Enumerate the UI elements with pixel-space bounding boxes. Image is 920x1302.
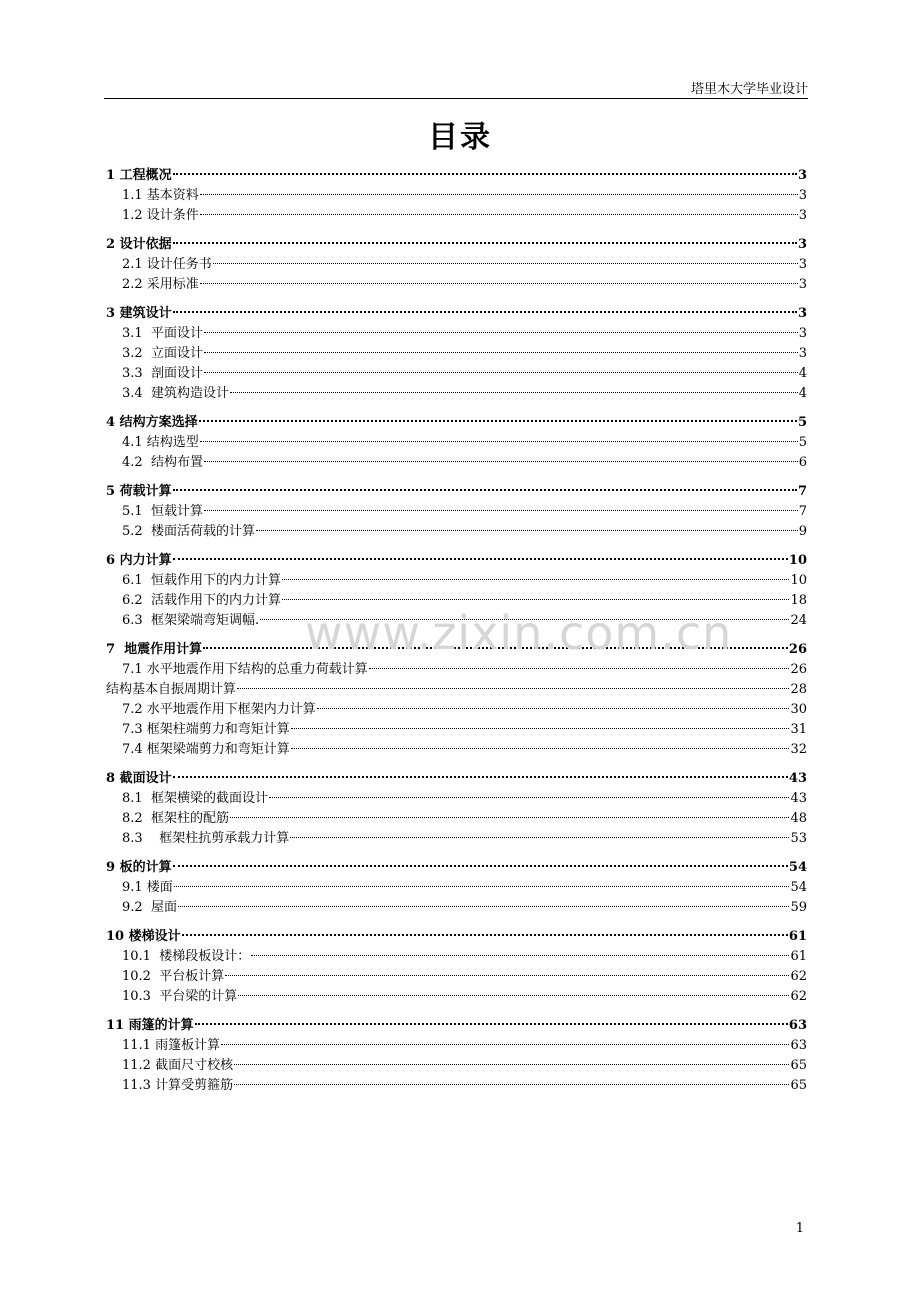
toc-entry-title: 4 结构方案选择: [106, 415, 198, 430]
toc-entry-title: 5.1 恒载计算: [122, 504, 203, 519]
toc-entry-page: 54: [790, 880, 807, 895]
toc-entry-title: 3.3 剖面设计: [122, 366, 203, 381]
toc-entry-title: 8.3 框架柱抗剪承载力计算: [122, 831, 290, 846]
toc-entry-title: 7.4 框架梁端剪力和弯矩计算: [122, 742, 290, 757]
toc-entry-page: 32: [790, 742, 807, 757]
toc-section-entry[interactable]: [106, 206, 807, 226]
toc-entry-title: 1.1 基本资料: [122, 188, 199, 203]
toc-section-entry[interactable]: [106, 571, 807, 591]
toc-entry-page: 5: [797, 415, 807, 430]
toc-entry-page: 63: [790, 1038, 807, 1053]
dot-leader: [173, 558, 788, 560]
toc-section-entry[interactable]: [106, 809, 807, 829]
header-rule: [104, 98, 808, 99]
dot-leader: [203, 647, 788, 649]
toc-entry-page: 65: [790, 1078, 807, 1093]
toc-entry-page: 65: [790, 1058, 807, 1073]
toc-chapter-entry[interactable]: [106, 166, 807, 186]
toc-entry-title: 11.3 计算受剪箍筋: [122, 1078, 234, 1093]
toc-entry-title: 7.2 水平地震作用下框架内力计算: [122, 702, 316, 717]
toc-section-entry[interactable]: [106, 720, 807, 740]
toc-entry-title: 5 荷载计算: [106, 484, 172, 499]
dot-leader: [173, 173, 797, 175]
toc-chapter-entry[interactable]: [106, 413, 807, 433]
dot-leader: [237, 688, 789, 689]
toc-chapter-entry[interactable]: [106, 1016, 807, 1036]
toc-entry-title: 11 雨篷的计算: [106, 1018, 194, 1033]
toc-chapter-entry[interactable]: [106, 304, 807, 324]
dot-leader: [282, 599, 790, 600]
toc-section-entry[interactable]: [106, 255, 807, 275]
toc-section-entry[interactable]: [106, 829, 807, 849]
toc-entry-title: 7.1 水平地震作用下结构的总重力荷载计算: [122, 662, 368, 677]
toc-section-entry[interactable]: [106, 324, 807, 344]
toc-entry-page: 24: [790, 613, 807, 628]
toc-entry-title: 7.3 框架柱端剪力和弯矩计算: [122, 722, 290, 737]
dot-leader: [204, 372, 798, 373]
toc-entry-title: 1.2 设计条件: [122, 208, 199, 223]
toc-entry-page: 30: [790, 702, 807, 717]
toc-section-entry[interactable]: [106, 522, 807, 542]
dot-leader: [174, 886, 790, 887]
toc-entry-title: 10 楼梯设计: [106, 929, 181, 944]
toc-entry-page: 10: [790, 573, 807, 588]
toc-entry-page: 3: [797, 237, 807, 252]
dot-leader: [221, 1044, 789, 1045]
dot-leader: [230, 817, 790, 818]
toc-entry-page: 7: [798, 504, 807, 519]
toc-section-entry[interactable]: [106, 967, 807, 987]
dot-leader: [225, 975, 789, 976]
toc-section-entry[interactable]: [106, 1076, 807, 1096]
toc-entry-page: 59: [790, 900, 807, 915]
toc-section-entry[interactable]: [106, 275, 807, 295]
toc-entry-title: 5.2 楼面活荷载的计算: [122, 524, 255, 539]
toc-entry-page: 3: [797, 168, 807, 183]
toc-entry-title: 2.1 设计任务书: [122, 257, 212, 272]
toc-entry-title: 8.2 框架柱的配筋: [122, 811, 229, 826]
toc-section-entry[interactable]: [106, 898, 807, 918]
dot-leader: [251, 955, 789, 956]
dot-leader: [260, 619, 789, 620]
toc-entry-page: 48: [790, 811, 807, 826]
toc-entry-title: 11.1 雨篷板计算: [122, 1038, 221, 1053]
toc-section-entry[interactable]: [106, 453, 807, 473]
toc-section-entry[interactable]: [106, 947, 807, 967]
toc-section-entry[interactable]: [106, 740, 807, 760]
toc-entry-page: 3: [798, 208, 807, 223]
toc-chapter-entry[interactable]: [106, 551, 807, 571]
toc-entry-title: 9 板的计算: [106, 860, 172, 875]
dot-leader: [173, 865, 788, 867]
toc-entry-page: 54: [788, 860, 807, 875]
toc-entry-page: 6: [798, 455, 807, 470]
toc-chapter-entry[interactable]: [106, 769, 807, 789]
toc-entry-page: 3: [798, 188, 807, 203]
toc-chapter-entry[interactable]: [106, 640, 807, 660]
toc-entry-page: 5: [798, 435, 807, 450]
toc-entry-page: 62: [790, 989, 807, 1004]
toc-entry-page: 63: [788, 1018, 807, 1033]
toc-entry-title: 6.1 恒载作用下的内力计算: [122, 573, 281, 588]
toc-entry-page: 62: [790, 969, 807, 984]
dot-leader: [173, 489, 797, 491]
toc-entry-title: 6 内力计算: [106, 553, 172, 568]
dot-leader: [256, 530, 798, 531]
toc-entry-page: 61: [788, 929, 807, 944]
dot-leader: [199, 420, 797, 422]
dot-leader: [290, 837, 789, 838]
dot-leader: [200, 441, 798, 442]
toc-entry-page: 4: [798, 386, 807, 401]
toc-entry-page: 3: [798, 277, 807, 292]
toc-entry-title: 11.2 截面尺寸校核: [122, 1058, 234, 1073]
toc-section-entry[interactable]: [106, 700, 807, 720]
dot-leader: [173, 311, 797, 313]
toc-entry-title: 6.2 活载作用下的内力计算: [122, 593, 281, 608]
toc-entry-page: 18: [790, 593, 807, 608]
dot-leader: [204, 461, 798, 462]
dot-leader: [291, 728, 790, 729]
toc-entry-title: 6.3 框架梁端弯矩调幅.: [122, 613, 260, 628]
toc-section-entry[interactable]: [106, 186, 807, 206]
toc-entry-page: 61: [790, 949, 807, 964]
toc-entry-title: 4.1 结构选型: [122, 435, 199, 450]
toc-entry-title: 10.2 平台板计算: [122, 969, 225, 984]
toc-entry-page: 4: [798, 366, 807, 381]
toc-entry-title: 9.1 楼面: [122, 880, 173, 895]
toc-entry-title: 1 工程概况: [106, 168, 172, 183]
toc-entry-title: 7 地震作用计算: [106, 642, 203, 657]
toc-entry-page: 28: [790, 682, 807, 697]
dot-leader: [317, 708, 790, 709]
dot-leader: [369, 668, 790, 669]
toc-entry-page: 26: [790, 662, 807, 677]
toc-section-entry[interactable]: [106, 987, 807, 1007]
toc-entry-page: 3: [798, 257, 807, 272]
toc-entry-title: 2 设计依据: [106, 237, 172, 252]
toc-entry-page: 43: [788, 771, 807, 786]
dot-leader: [230, 392, 798, 393]
toc-section-entry[interactable]: [106, 364, 807, 384]
toc-chapter-entry[interactable]: [106, 927, 807, 947]
toc-entry-title: 结构基本自振周期计算: [106, 682, 237, 697]
dot-leader: [204, 510, 798, 511]
toc-entry-page: 9: [798, 524, 807, 539]
dot-leader: [195, 1023, 788, 1025]
toc-entry-page: 31: [790, 722, 807, 737]
page-title: 目录: [428, 120, 492, 155]
toc-chapter-entry[interactable]: [106, 482, 807, 502]
toc-section-entry[interactable]: [106, 680, 807, 700]
dot-leader: [200, 194, 798, 195]
toc-entry-page: 3: [798, 326, 807, 341]
toc-entry-title: 3.2 立面设计: [122, 346, 203, 361]
dot-leader: [238, 995, 789, 996]
dot-leader: [182, 934, 788, 936]
dot-leader: [234, 1084, 789, 1085]
dot-leader: [173, 242, 797, 244]
toc-section-entry[interactable]: [106, 502, 807, 522]
toc-entry-page: 10: [788, 553, 807, 568]
dot-leader: [200, 283, 798, 284]
toc-section-entry[interactable]: [106, 1036, 807, 1056]
toc-entry-title: 3 建筑设计: [106, 306, 172, 321]
toc-section-entry[interactable]: [106, 1056, 807, 1076]
dot-leader: [282, 579, 790, 580]
toc-entry-page: 53: [790, 831, 807, 846]
toc-entry-title: 8.1 框架横梁的截面设计: [122, 791, 268, 806]
toc-entry-title: 4.2 结构布置: [122, 455, 203, 470]
toc-entry-page: 3: [797, 306, 807, 321]
toc-entry-title: 8 截面设计: [106, 771, 172, 786]
dot-leader: [234, 1064, 789, 1065]
toc-section-entry[interactable]: [106, 344, 807, 364]
toc-chapter-entry[interactable]: [106, 235, 807, 255]
toc-entry-title: 10.3 平台梁的计算: [122, 989, 238, 1004]
dot-leader: [178, 906, 790, 907]
toc-section-entry[interactable]: [106, 660, 807, 680]
toc-section-entry[interactable]: [106, 611, 807, 631]
dot-leader: [173, 776, 788, 778]
dot-leader: [213, 263, 798, 264]
toc-entry-page: 26: [788, 642, 807, 657]
toc-section-entry[interactable]: [106, 591, 807, 611]
toc-entry-page: 43: [790, 791, 807, 806]
toc-section-entry[interactable]: [106, 433, 807, 453]
toc-section-entry[interactable]: [106, 789, 807, 809]
dot-leader: [204, 352, 798, 353]
toc-entry-title: 9.2 屋面: [122, 900, 177, 915]
toc-entry-title: 10.1 楼梯段板设计：: [122, 949, 251, 964]
running-header: 塔里木大学毕业设计: [690, 82, 808, 97]
toc-entry-title: 3.1 平面设计: [122, 326, 203, 341]
toc-chapter-entry[interactable]: [106, 858, 807, 878]
dot-leader: [200, 214, 798, 215]
page-number: 1: [795, 1221, 804, 1236]
toc-entry-page: 3: [798, 346, 807, 361]
dot-leader: [269, 797, 790, 798]
toc-entry-title: 3.4 建筑构造设计: [122, 386, 229, 401]
dot-leader: [204, 332, 798, 333]
toc-section-entry[interactable]: [106, 878, 807, 898]
table-of-contents: [106, 166, 807, 1096]
toc-section-entry[interactable]: [106, 384, 807, 404]
toc-entry-title: 2.2 采用标准: [122, 277, 199, 292]
dot-leader: [291, 748, 790, 749]
toc-entry-page: 7: [797, 484, 807, 499]
watermark: www.zixin.com.cn: [305, 606, 733, 660]
